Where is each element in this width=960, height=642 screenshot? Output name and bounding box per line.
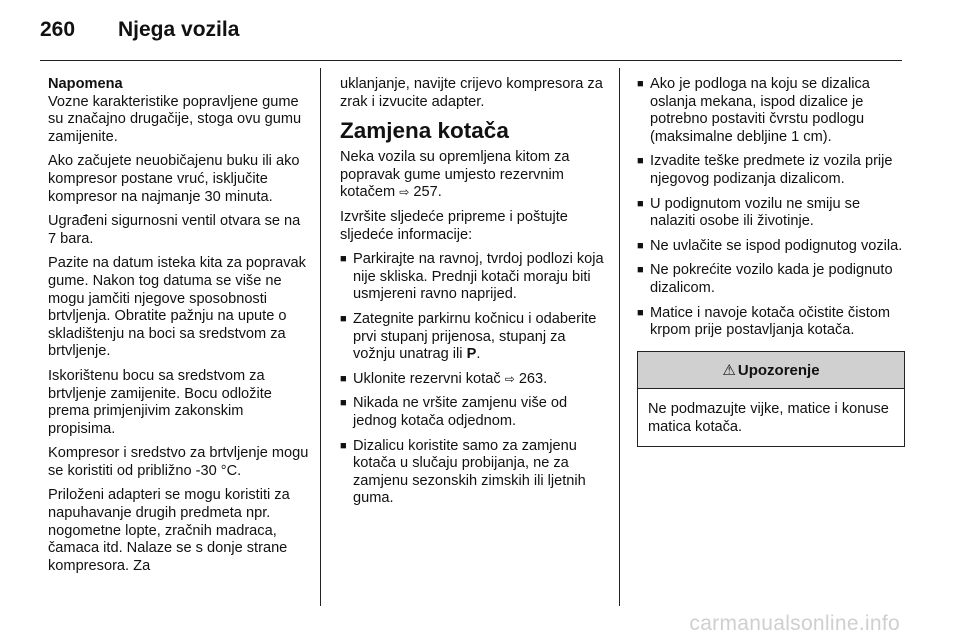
intro-text: Neka vozila su opremljena kitom za popravak gume umjesto rezervnim kotačem: [340, 149, 570, 201]
paragraph: Pazite na datum isteka kita za popravak gume. Nakon tog datuma se više ne mogu jamčiti njegove sposobnosti brtvljenja. Obratite pažnju na upute o skladištenju na boci sa sredstvom za brtvljenje.: [48, 255, 306, 360]
column-divider-2: [619, 68, 620, 606]
page-reference[interactable]: 257.: [413, 184, 442, 201]
warning-icon: ⚠: [722, 360, 736, 379]
lead-paragraph: Izvršite sljedeće pripreme i poštujte sljedeće informacije:: [340, 208, 568, 243]
warning-box: [637, 351, 905, 447]
page-reference-arrow-icon: ⇨: [504, 371, 515, 386]
column-2: [340, 76, 608, 515]
list-item-end: .: [476, 346, 481, 363]
page-number: 260: [40, 18, 76, 41]
intro-paragraph: [340, 149, 608, 202]
section-heading: Zamjena kotača: [340, 118, 509, 144]
warning-text: Ne podmazujte vijke, matice i konuse matica kotača.: [648, 401, 889, 435]
note-title: Napomena: [48, 76, 123, 92]
header-rule: [40, 60, 902, 61]
list-item-text: Zategnite parkirnu kočnicu i odaberite prvi stupanj prijenosa, stupanj za vožnju unatrag ili: [353, 310, 597, 363]
list-item: ■ Parkirajte na ravnoj, tvrdoj podlozi koja nije skliska. Prednji kotači moraju biti usmjereni ravno naprijed.: [340, 251, 608, 304]
paragraph: Ako začujete neuobičajenu buku ili ako kompresor postane vruć, isključite kompresor na najmanje 30 minuta.: [48, 153, 300, 205]
list-item: ■ Ako je podloga na koju se dizalica oslanja mekana, ispod dizalice je potrebno postaviti čvrstu podlogu (maksimalne debljine 1 cm).: [637, 76, 905, 146]
page-reference[interactable]: 263.: [518, 370, 548, 387]
paragraph: Priloženi adapteri se mogu koristiti za napuhavanje drugih predmeta npr. nogometne lopte, zračnih madraca, čamaca itd. Nalaze se s donje strane kompresora. Za: [48, 487, 290, 574]
paragraph: Kompresor i sredstvo za brtvljenje mogu se koristiti od približno -30 °C.: [48, 445, 309, 479]
continuation-paragraph: uklanjanje, navijte crijevo kompresora za zrak i izvucite adapter.: [340, 76, 603, 110]
list-item-text: Uklonite rezervni kotač: [353, 370, 501, 387]
note-paragraph: Vozne karakteristike popravljene gume su značajno drugačije, stoga ovu gumu zamijenite.: [48, 93, 302, 145]
list-item: [340, 311, 608, 364]
paragraph: Ugrađeni sigurnosni ventil otvara se na 7 bara.: [48, 213, 301, 247]
list-item: ■ Izvadite teške predmete iz vozila prije njegovog podizanja dizalicom.: [637, 153, 905, 188]
list-item: [340, 371, 608, 389]
page-title: Njega vozila: [118, 18, 240, 41]
gear-label: P: [466, 346, 477, 363]
column-divider-1: [320, 68, 321, 606]
warning-title: Upozorenje: [737, 361, 820, 379]
warning-header: [638, 352, 904, 390]
list-item: ■ Ne pokrećite vozilo kada je podignuto dizalicom.: [637, 262, 905, 297]
list-item: ■ U podignutom vozilu ne smiju se nalaziti osobe ili životinje.: [637, 196, 905, 231]
list-item: ■ Matice i navoje kotača očistite čistom krpom prije postavljanja kotača.: [637, 305, 905, 340]
paragraph: Iskorištenu bocu sa sredstvom za brtvljenje zamijenite. Bocu odložite prema primjenjivim zakonskim propisima.: [48, 367, 272, 437]
list-item: ■ Nikada ne vršite zamjenu više od jednog kotača odjednom.: [340, 395, 608, 430]
page-reference-arrow-icon: ⇨: [399, 185, 410, 200]
column-1: [48, 76, 310, 582]
list-item: ■ Ne uvlačite se ispod podignutog vozila.: [637, 238, 905, 256]
column-3: [637, 76, 905, 447]
watermark: carmanualsonline.info: [689, 612, 900, 635]
list-item: ■ Dizalicu koristite samo za zamjenu kotača u slučaju probijanja, ne za zamjenu sezonskih zimskih ili ljetnih guma.: [340, 438, 608, 508]
